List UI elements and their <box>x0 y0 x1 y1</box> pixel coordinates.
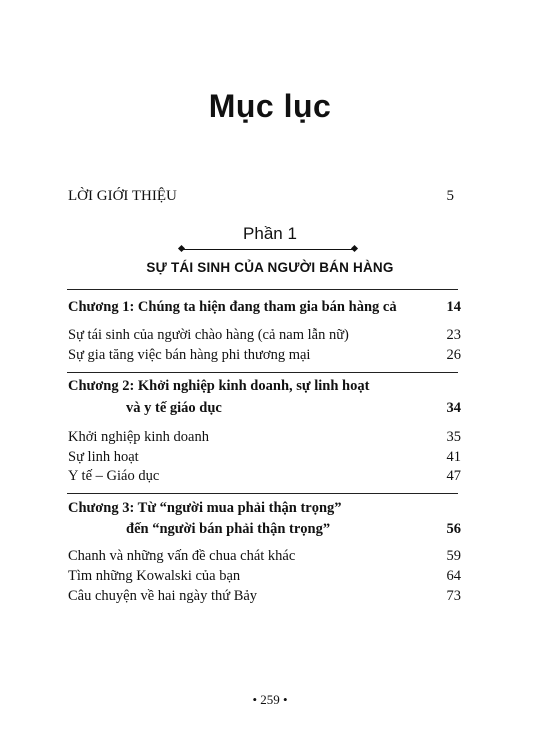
section-page: 73 <box>446 588 461 604</box>
section-label: Sự gia tăng việc bán hàng phi thương mại <box>68 347 311 363</box>
toc-section <box>68 466 461 486</box>
intro-label: LỜI GIỚI THIỆU <box>68 188 177 204</box>
chapter-title <box>68 297 461 317</box>
chapter-page: 56 <box>446 521 461 537</box>
divider <box>67 289 458 290</box>
toc-section <box>68 546 461 566</box>
toc-section <box>68 427 461 447</box>
page-title: Mục lục <box>208 88 332 124</box>
section-page: 59 <box>446 548 461 564</box>
part-ornament-rule <box>182 249 354 250</box>
chapter-title-line: đến “người bán phải thận trọng” <box>126 521 331 537</box>
section-label: Sự tái sinh của người chào hàng (cả nam lẫn nữ) <box>68 327 349 343</box>
chapter-page: 34 <box>446 400 461 416</box>
section-label: Khởi nghiệp kinh doanh <box>68 429 209 445</box>
toc-section <box>68 447 461 467</box>
section-label: Sự linh hoạt <box>68 449 139 465</box>
section-page: 23 <box>446 327 461 343</box>
toc-section <box>68 345 461 365</box>
chapter-title-line: Chương 2: Khởi nghiệp kinh doanh, sự linh hoạt <box>68 378 370 394</box>
chapter-title <box>68 498 461 518</box>
chapter-title-continued <box>68 398 461 418</box>
chapter-title-line: và y tế giáo dục <box>126 400 222 416</box>
section-page: 64 <box>446 568 461 584</box>
toc-section <box>68 586 461 606</box>
toc-section <box>68 566 461 586</box>
toc-entry-intro <box>68 188 454 205</box>
section-label: Chanh và những vấn đề chua chát khác <box>68 548 296 564</box>
page-number: • 259 • <box>252 692 288 707</box>
divider <box>67 372 458 373</box>
toc-section <box>68 325 461 345</box>
part-subtitle: SỰ TÁI SINH CỦA NGƯỜI BÁN HÀNG <box>146 260 394 275</box>
intro-page: 5 <box>446 188 454 204</box>
chapter-page: 14 <box>446 299 461 315</box>
section-label: Câu chuyện về hai ngày thứ Bảy <box>68 588 258 604</box>
divider <box>67 493 458 494</box>
section-page: 26 <box>446 347 461 363</box>
chapter-title <box>68 376 461 396</box>
chapter-title-line: Chương 3: Từ “người mua phải thận trọng” <box>68 500 342 516</box>
section-page: 41 <box>446 449 461 465</box>
section-label: Y tế – Giáo dục <box>68 468 160 484</box>
section-page: 47 <box>446 468 461 484</box>
section-label: Tìm những Kowalski của bạn <box>68 568 241 584</box>
part-heading: Phần 1 <box>243 224 297 243</box>
chapter-title-continued <box>68 519 461 539</box>
chapter-title-line: Chương 1: Chúng ta hiện đang tham gia bán hàng cả <box>68 299 397 315</box>
section-page: 35 <box>446 429 461 445</box>
